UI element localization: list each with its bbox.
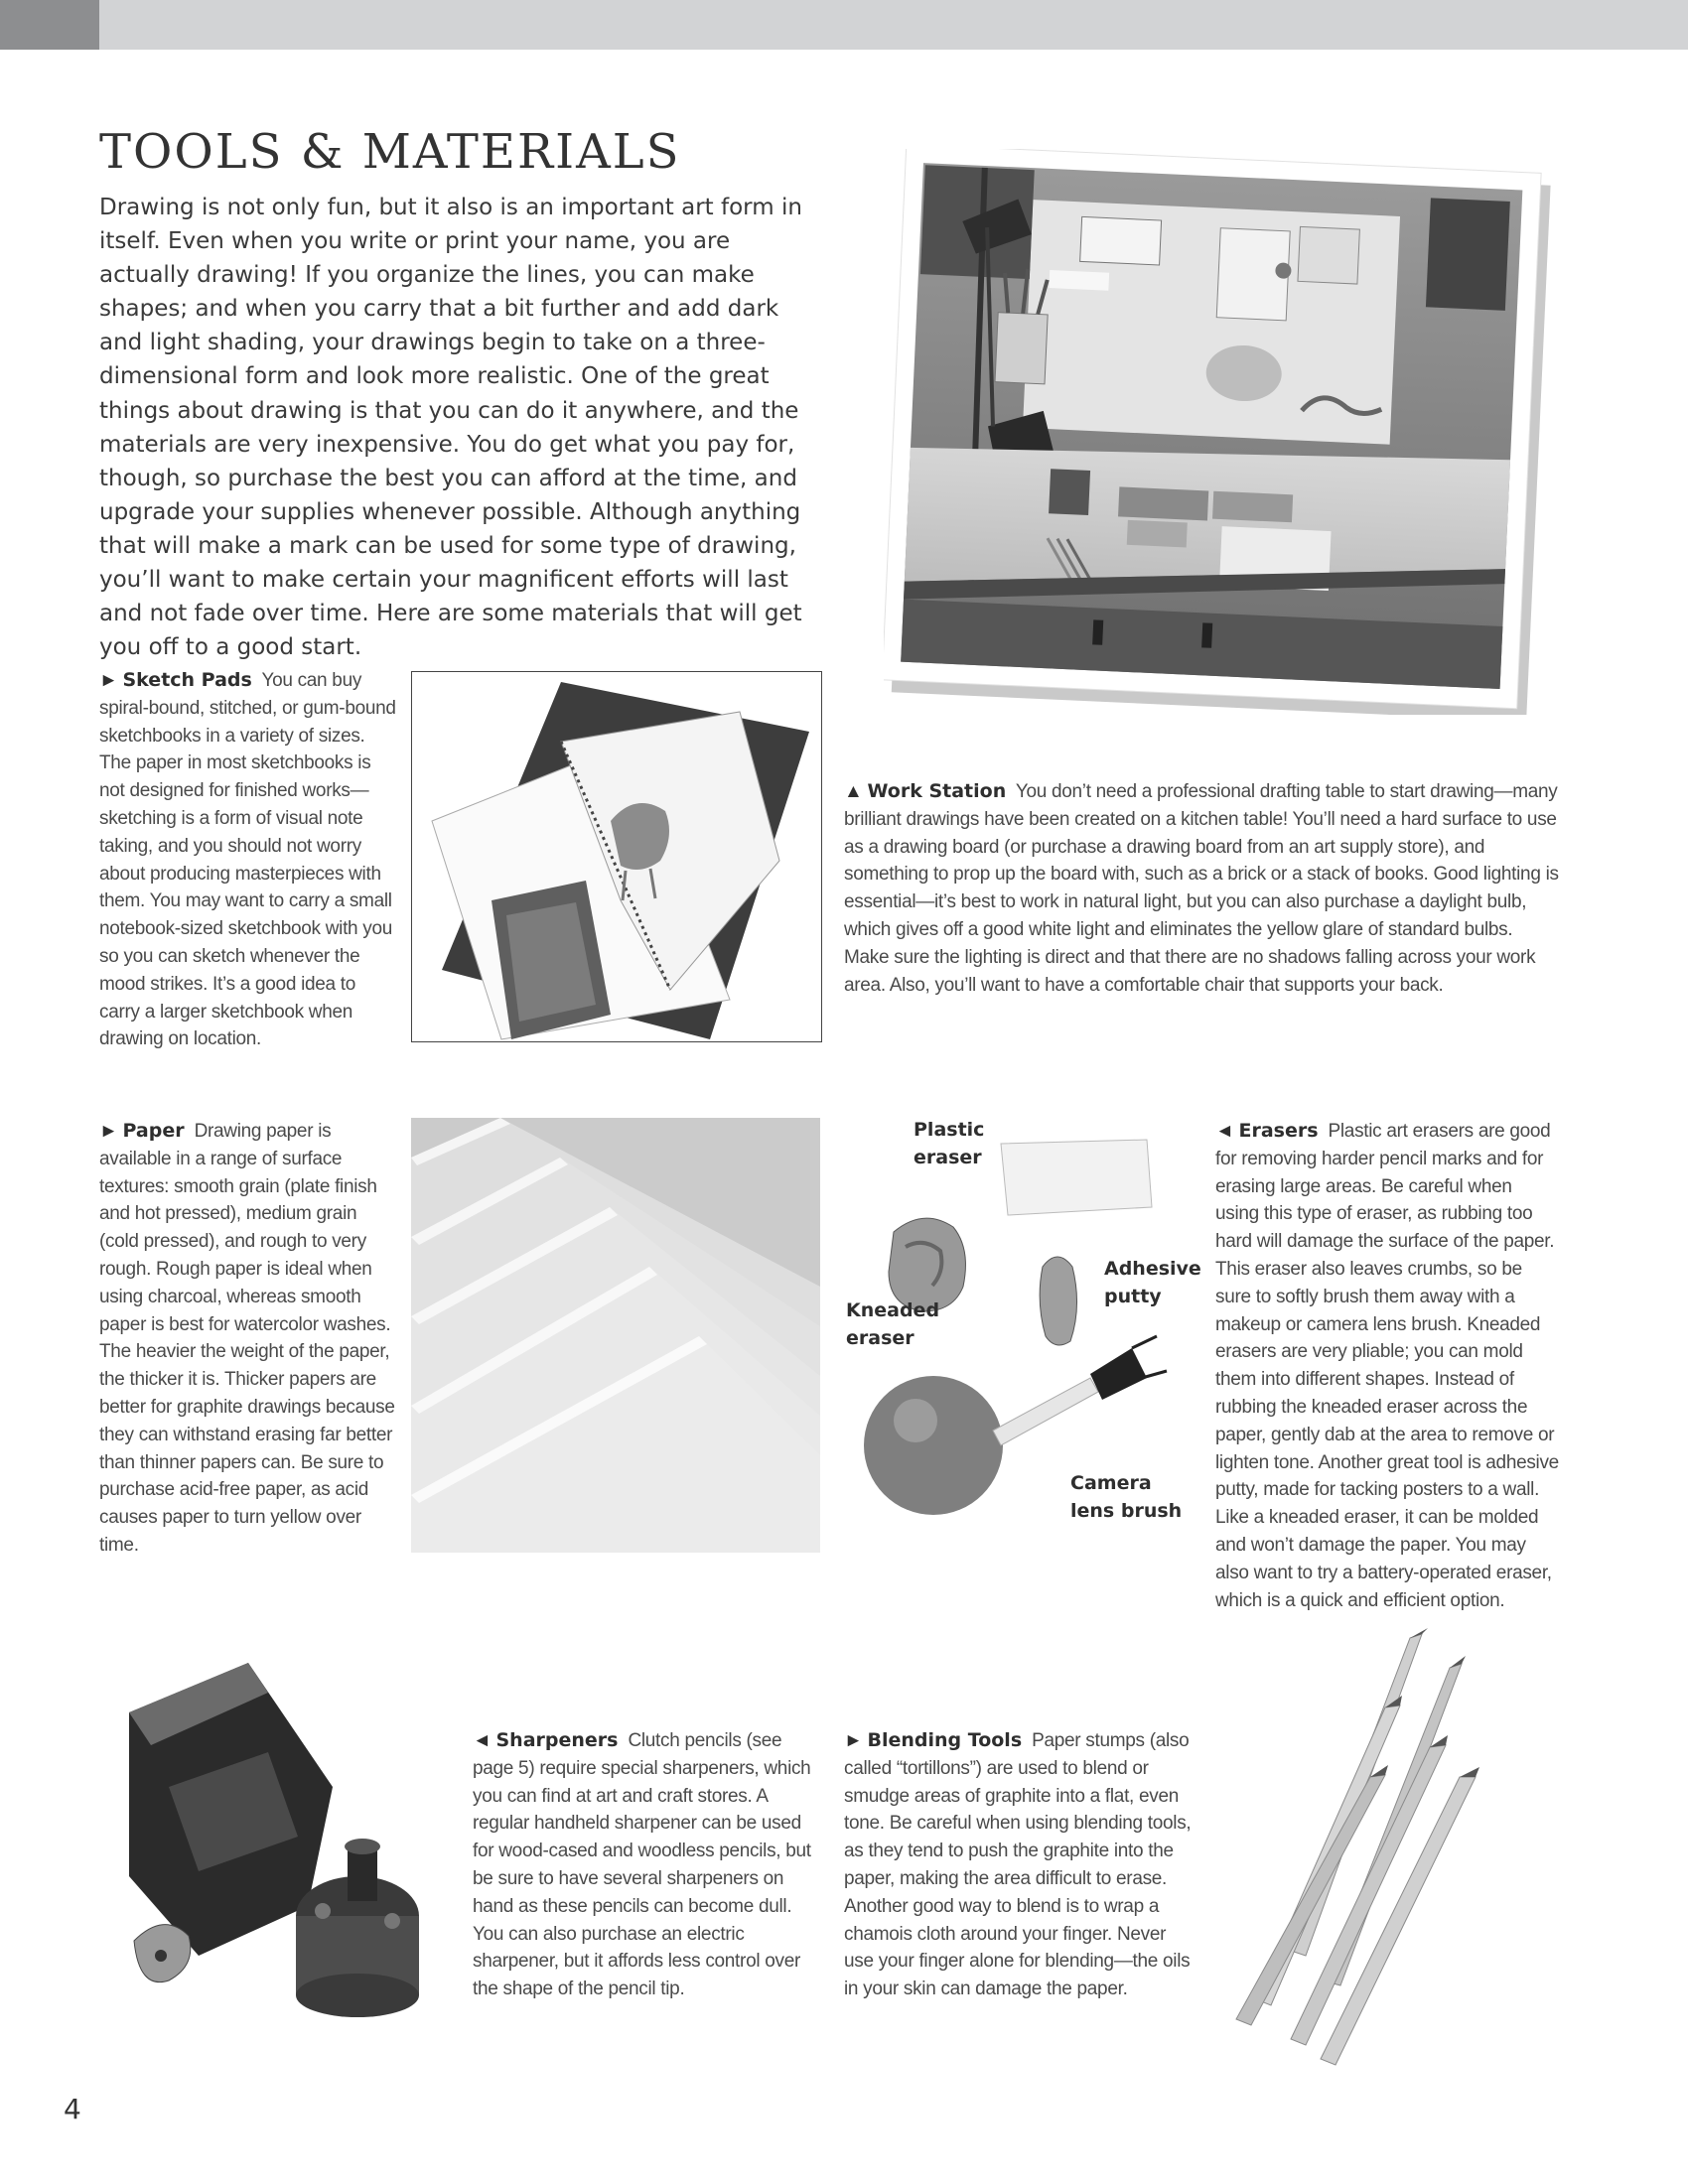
blending-tools-arrow: ► <box>844 1730 863 1751</box>
intro-paragraph: Drawing is not only fun, but it also is an important art form in itself. Even when you write or print your name, you are actually drawing! If you organize the lines, you can make shapes; and when you carry that a bit further and add dark and light shading, your drawings begin to take on a three-dimensional form and look more realistic. One of the great things about drawing is that you can do it anywhere, and the materials are very inexpensive. You do get what you pay for, though, so purchase the best you can afford at the time, and upgrade your supplies whenever possible. Although anything that will make a mark can be used for some type of drawing, you’ll want to make certain your magnificent efforts will last and not fade over time. Here are some materials that will get you off to a good start. <box>99 195 802 661</box>
plastic-eraser-label-line1: Plastic <box>914 1119 985 1141</box>
header-bar <box>0 0 1688 50</box>
sharpeners-text: Clutch pencils (see page 5) require special sharpeners, which you can find at art and craft stores. A regular handheld sharpener can be used for wood-cased and woodless pencils, but be sure to have several sharpeners on hand as these pencils can become dull. You can also purchase an electric sharpener, but it affords less control over the shape of the pencil tip. <box>473 1730 811 2000</box>
adhesive-putty-label-line2: putty <box>1104 1286 1162 1307</box>
paper-photo <box>411 1118 820 1553</box>
sketch-pads-text: You can buy spiral-bound, stitched, or gum-bound sketchbooks in a variety of sizes. The paper in most sketchbooks is not designed for finished works—sketching is a form of visual note taking, and you should not worry about producing masterpieces with them. You may want to carry a small notebook-sized sketchbook with you so you can sketch whenever the mood strikes. It’s a good idea to carry a larger sketchbook when drawing on location. <box>99 670 396 1050</box>
plastic-eraser-label-line2: eraser <box>914 1147 982 1168</box>
work-station-photo <box>884 149 1559 715</box>
sketch-pads-heading: Sketch Pads <box>122 669 252 691</box>
kneaded-eraser-label-line2: eraser <box>846 1327 914 1349</box>
erasers-arrow: ◄ <box>1215 1121 1234 1142</box>
paper-arrow: ► <box>99 1121 118 1142</box>
sharpeners-caption <box>473 1727 822 2003</box>
sharpeners-arrow: ◄ <box>473 1730 492 1751</box>
work-station-caption <box>844 778 1559 999</box>
erasers-heading: Erasers <box>1238 1120 1319 1142</box>
plastic-eraser-label <box>914 1116 1033 1171</box>
blending-tools-caption <box>844 1727 1194 2003</box>
blending-tools-heading: Blending Tools <box>867 1729 1023 1751</box>
sketch-pads-caption <box>99 667 397 1053</box>
kneaded-eraser-label-line1: Kneaded <box>846 1299 940 1321</box>
work-station-heading: Work Station <box>867 780 1007 802</box>
page-title: TOOLS & MATERIALS <box>99 124 681 180</box>
sketch-pads-photo <box>411 671 822 1042</box>
header-bar-accent <box>0 0 99 50</box>
erasers-text: Plastic art erasers are good for removing harder pencil marks and for erasing large areas. Be careful when using this type of eraser, as rubbing too hard will damage the surface of the paper. This eraser also leaves crumbs, so be sure to softly brush them away with a makeup or camera lens brush. Kneaded erasers are very pliable; you can mold them into different shapes. Instead of rubbing the kneaded eraser across the paper, gently dab at the area to remove or lighten tone. Another great tool is adhesive putty, made for tacking posters to a wall. Like a kneaded eraser, it can be molded and won’t damage the paper. You may also want to try a battery-operated eraser, which is a quick and efficient option. <box>1215 1121 1559 1611</box>
sharpeners-heading: Sharpeners <box>495 1729 619 1751</box>
paper-text: Drawing paper is available in a range of surface textures: smooth grain (plate finish and hot pressed), medium grain (cold pressed), and rough to very rough. Rough paper is ideal when using charcoal, whereas smooth paper is best for watercolor washes. The heavier the weight of the paper, the thicker it is. Thicker papers are better for graphite drawings because they can withstand erasing far better than thinner papers can. Be sure to purchase acid-free paper, as acid causes paper to turn yellow over time. <box>99 1121 395 1556</box>
adhesive-putty-label-line1: Adhesive <box>1104 1258 1201 1280</box>
work-station-arrow: ▲ <box>844 781 863 802</box>
camera-lens-brush-label <box>1070 1469 1209 1525</box>
kneaded-eraser-label <box>846 1297 975 1352</box>
blending-tools-text: Paper stumps (also called “tortillons”) are used to blend or smudge areas of graphite into a flat, even tone. Be careful when using blending tools, as they tend to push the graphite into the paper, making the area difficult to erase. Another good way to blend is to wrap a chamois cloth around your finger. Never use your finger alone for blending—the oils in your skin can damage the paper. <box>844 1730 1192 2000</box>
page-number: 4 <box>64 2093 81 2125</box>
paper-caption <box>99 1118 397 1560</box>
erasers-caption <box>1215 1118 1559 1614</box>
sharpeners-photo <box>109 1658 437 2025</box>
work-station-text: You don’t need a professional drafting table to start drawing—many brilliant drawings have been created on a kitchen table! You’ll need a hard surface to use as a drawing board (or purchase a drawing board from an art supply store), and something to prop up the board with, such as a brick or a stack of books. Good lighting is essential—it’s best to work in natural light, but you can also purchase a daylight bulb, which gives off a good white light and eliminates the yellow glare of standard bulbs. Make sure the lighting is direct and that there are no shadows falling across your work area. Also, you’ll want to have a comfortable chair that supports your back. <box>844 781 1559 996</box>
camera-lens-brush-label-line2: lens brush <box>1070 1500 1183 1522</box>
blending-tools-photo <box>1211 1628 1539 2075</box>
adhesive-putty-label <box>1104 1255 1223 1310</box>
sketch-pads-arrow: ► <box>99 670 118 691</box>
paper-heading: Paper <box>122 1120 185 1142</box>
camera-lens-brush-label-line1: Camera <box>1070 1472 1152 1494</box>
